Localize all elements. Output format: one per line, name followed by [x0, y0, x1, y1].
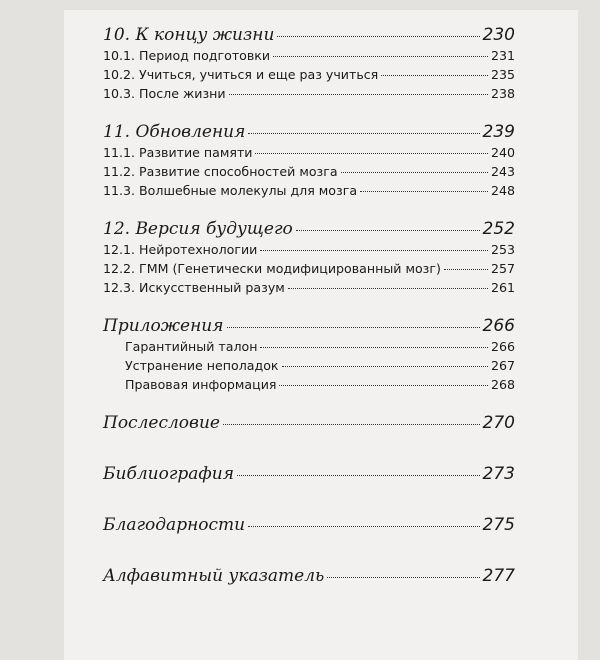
- dot-leader: [288, 288, 488, 289]
- entry-title: 11.1. Развитие памяти: [103, 145, 253, 160]
- chapter-title: Библиография: [103, 464, 234, 484]
- page-number: 266: [482, 316, 515, 336]
- dot-leader: [260, 250, 488, 251]
- chapter-title: 10. К концу жизни: [103, 25, 275, 45]
- toc-index: [103, 565, 515, 587]
- page-number: 268: [490, 377, 515, 392]
- page-number: 248: [490, 183, 515, 198]
- toc-chapter-10: [103, 24, 515, 46]
- dot-leader: [229, 94, 488, 95]
- toc-acknowledgments: [103, 514, 515, 536]
- chapter-title: Приложения: [103, 316, 224, 336]
- page-number: 243: [490, 164, 515, 179]
- dot-leader: [279, 385, 487, 386]
- entry-title: 10.3. После жизни: [103, 86, 226, 101]
- toc-entry-11-3: [103, 181, 515, 200]
- page-number: 270: [482, 413, 515, 433]
- toc-entry-12-1: [103, 240, 515, 259]
- chapter-title: Алфавитный указатель: [103, 566, 325, 586]
- entry-title: 12.3. Искусственный разум: [103, 280, 285, 295]
- entry-title: Устранение неполадок: [125, 358, 279, 373]
- toc-afterword: [103, 412, 515, 434]
- toc-entry-appendix-2: [103, 356, 515, 375]
- dot-leader: [255, 153, 487, 154]
- chapter-title: Послесловие: [103, 413, 220, 433]
- entry-title: 10.2. Учиться, учиться и еще раз учиться: [103, 67, 379, 82]
- toc-entry-12-3: [103, 278, 515, 297]
- toc-chapter-12: [103, 218, 515, 240]
- entry-title: Гарантийный талон: [125, 339, 258, 354]
- toc-entry-11-2: [103, 162, 515, 181]
- toc-entry-10-1: [103, 46, 515, 65]
- dot-leader: [248, 526, 479, 527]
- dot-leader: [341, 172, 488, 173]
- page-number: 240: [490, 145, 515, 160]
- toc-entry-12-2: [103, 259, 515, 278]
- page-number: 266: [490, 339, 515, 354]
- dot-leader: [360, 191, 488, 192]
- page-number: 277: [482, 566, 515, 586]
- dot-leader: [260, 347, 487, 348]
- page-number: 261: [490, 280, 515, 295]
- dot-leader: [237, 475, 480, 476]
- page-number: 238: [490, 86, 515, 101]
- page-number: 273: [482, 464, 515, 484]
- toc-chapter-11: [103, 121, 515, 143]
- page-number: 267: [490, 358, 515, 373]
- page-number: 239: [482, 122, 515, 142]
- dot-leader: [444, 269, 488, 270]
- entry-title: 11.3. Волшебные молекулы для мозга: [103, 183, 358, 198]
- page-number: 253: [490, 242, 515, 257]
- entry-title: 12.2. ГММ (Генетически модифицированный мозг): [103, 261, 441, 276]
- toc-appendix: [103, 315, 515, 337]
- toc-entry-10-2: [103, 65, 515, 84]
- toc-entry-appendix-1: [103, 337, 515, 356]
- entry-title: 10.1. Период подготовки: [103, 48, 271, 63]
- entry-title: 12.1. Нейротехнологии: [103, 242, 258, 257]
- toc-bibliography: [103, 463, 515, 485]
- page-number: 252: [482, 219, 515, 239]
- chapter-title: 11. Обновления: [103, 122, 246, 142]
- table-of-contents: [103, 24, 515, 587]
- toc-entry-appendix-3: [103, 375, 515, 394]
- dot-leader: [248, 133, 479, 134]
- dot-leader: [282, 366, 488, 367]
- dot-leader: [273, 56, 488, 57]
- dot-leader: [381, 75, 488, 76]
- page-number: 275: [482, 515, 515, 535]
- page-number: 231: [490, 48, 515, 63]
- entry-title: Правовая информация: [125, 377, 277, 392]
- page-number: 235: [490, 67, 515, 82]
- dot-leader: [296, 230, 480, 231]
- page-number: 230: [482, 25, 515, 45]
- dot-leader: [223, 424, 480, 425]
- entry-title: 11.2. Развитие способностей мозга: [103, 164, 338, 179]
- chapter-title: Благодарности: [103, 515, 246, 535]
- page-number: 257: [490, 261, 515, 276]
- toc-entry-10-3: [103, 84, 515, 103]
- toc-entry-11-1: [103, 143, 515, 162]
- dot-leader: [327, 577, 479, 578]
- dot-leader: [227, 327, 480, 328]
- chapter-title: 12. Версия будущего: [103, 219, 293, 239]
- dot-leader: [277, 36, 479, 37]
